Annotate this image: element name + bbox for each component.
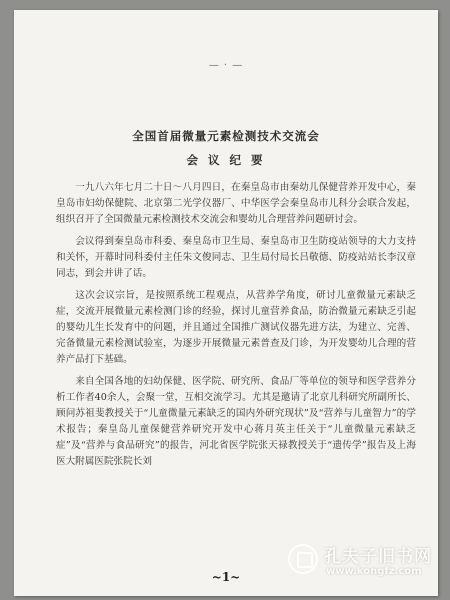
page-number: ~1~	[211, 570, 241, 584]
paragraph-3: 这次会议宗旨，是按照系统工程观点，从营养学角度，研讨儿童微量元素缺乏症，交流开展微量元素检测门诊的经验，探讨儿童营养食品，防治微量元素缺乏引起的婴幼儿生长发育中的问题，并且通过全国推广测试仪器先进方法，为建立、完善、完备微量元素检测试验室，为逐步开展微量元素普查及门诊，为开发婴幼儿合理的营养产品打下基础。	[56, 290, 416, 365]
paragraph-4: 来自全国各地的妇幼保健、医学院、研究所、食品厂等单位的领导和医学营养分析工作者40余人，会聚一堂，互相交流学习。尤其是邀请了北京儿科研究所副所长、顾问苏祖斐教授关于“儿童微量元素缺乏的国内外研究现状”及“营养与儿童智力”的学术报告；秦皇岛儿童保健营养研究开发中心蒋月英主任关于“儿童微量元素缺乏症”及“营养与食品研究”的报告，河北省医学院张天禄教授关于“遗传学”报告及上海医大附属医院张院长刘	[56, 376, 416, 467]
watermark-brand: 孔夫子旧书网	[324, 547, 432, 567]
document-subtitle: 会 议 纪 要	[186, 153, 266, 167]
paragraph-2: 会议得到秦皇岛市科委、秦皇岛市卫生局、秦皇岛市卫生防疫站领导的大力支持和关怀，开幕时同科委付主任朱文俊同志、卫生局付局长吕敬德、防疫站站长李汉章同志，到会并讲了话。	[56, 236, 416, 279]
document-body	[56, 180, 416, 476]
watermark-logo-icon	[288, 544, 318, 574]
watermark	[288, 534, 438, 590]
paragraph-1: 一九八六年七月二十日～八月四日，在秦皇岛市由秦幼儿保健营养开发中心，秦皇岛市妇幼保健院、北京第二光学仪器厂、中华医学会秦皇岛市儿科分会联合发起，组织召开了全国微量元素检测技术交流会和婴幼儿合理营养问题研讨会。	[56, 182, 416, 225]
watermark-url: www.kongfz.com	[326, 566, 422, 577]
top-mark: — · —	[208, 60, 244, 71]
document-title: 全国首届微量元素检测技术交流会	[132, 129, 320, 143]
document-page	[14, 10, 438, 596]
